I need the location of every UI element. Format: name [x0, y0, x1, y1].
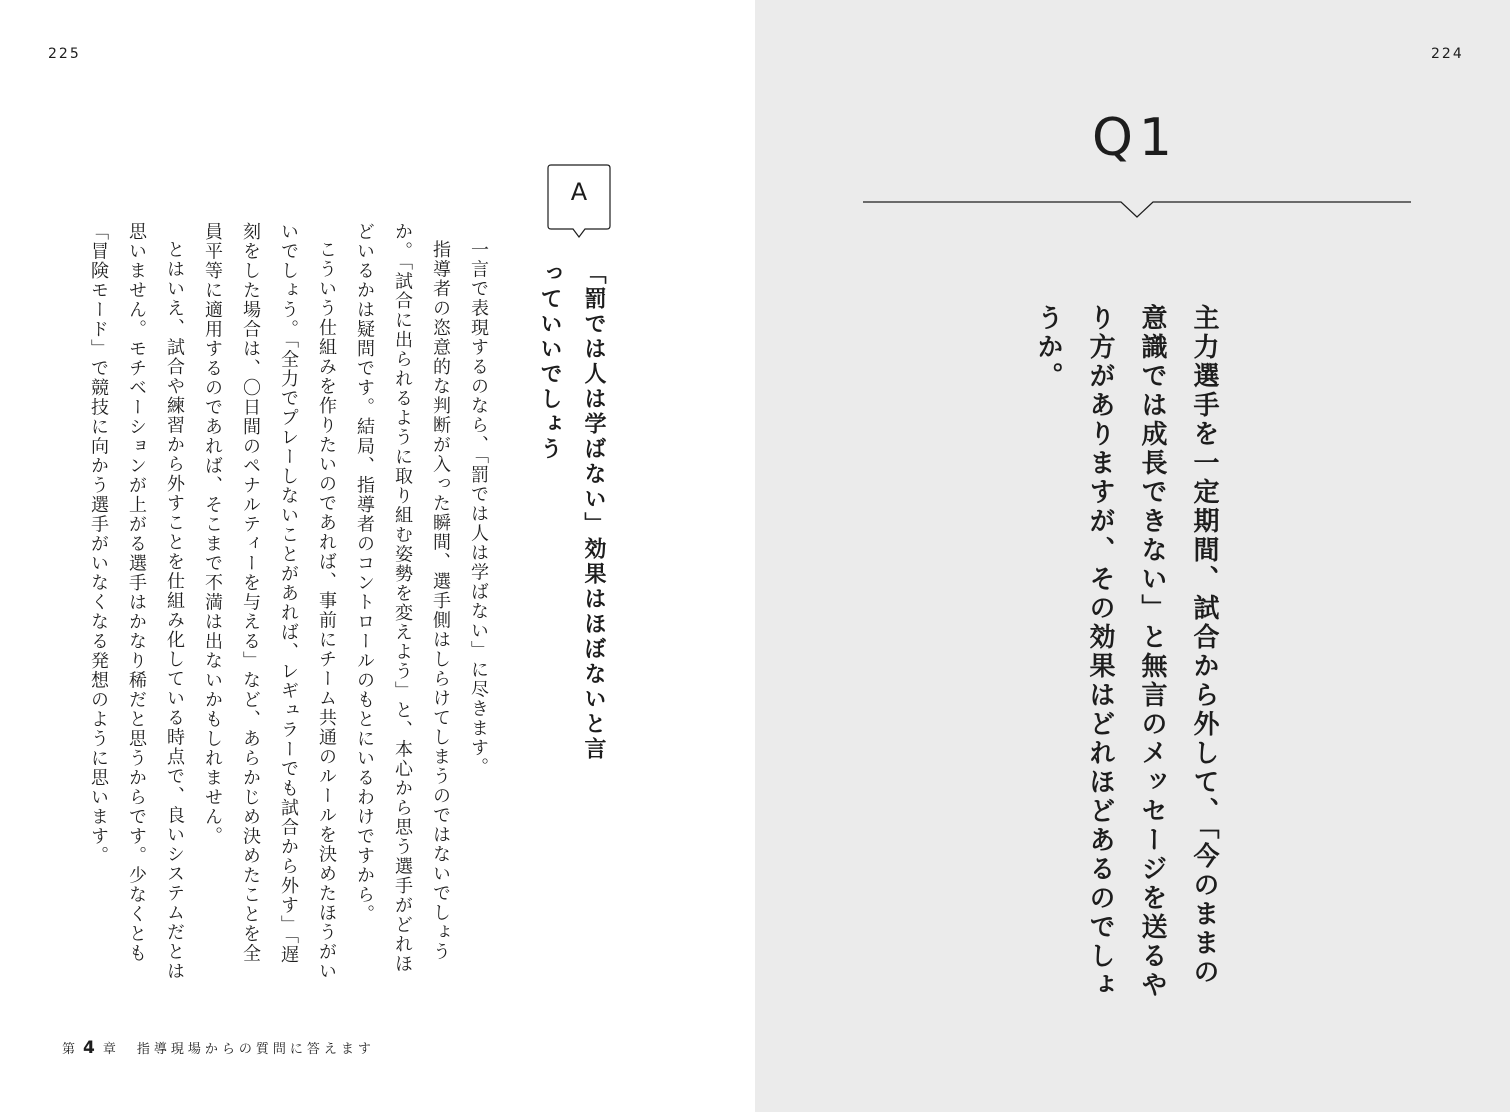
answer-paragraph-4: とはいえ、試合や練習から外すことを仕組み化している時点で、良いシステムだとは思いません。モチベーションが上がる選手はかなり稀だと思うからです。少なくとも「冒険モード」で競技に向かう選手がいなくなる発想のように思います。: [88, 222, 185, 981]
answer-label: A: [570, 178, 588, 206]
answer-heading: 「罰では人は学ばない」効果はほぼないと言っていいでしょう: [537, 262, 606, 762]
answer-paragraph-1: 一言で表現するのなら、「罰では人は学ばない」に尽きます。: [468, 240, 489, 777]
footer-chapter-prefix: 第: [62, 1042, 80, 1057]
page-number-right: 224: [1431, 46, 1464, 62]
question-text: 主力選手を一定期間、試合から外して、「今のままの意識では成長できない」と無言のメッセージを送るやり方がありますが、その効果はどれほどあるのでしょうか。: [1033, 304, 1219, 1000]
footer-chapter-suffix: 章: [102, 1042, 120, 1057]
right-page: [755, 0, 1510, 1112]
page-number-left: 225: [48, 46, 81, 62]
footer-chapter-title: 指導現場からの質問に答えます: [136, 1042, 375, 1057]
chapter-footer: [62, 1038, 375, 1058]
answer-paragraph-3: こういう仕組みを作りたいのであれば、事前にチーム共通のルールを決めたほうがいいでしょう。「全力でプレーしないことがあれば、レギュラーでも試合から外す」「遅刻をした場合は、〇日間のペナルティーを与える」など、あらかじめ決めたことを全員平等に適用するのであれば、そこまで不満は出ないかもしれません。: [202, 222, 337, 981]
question-divider-notch-icon: [863, 188, 1411, 218]
footer-chapter-number: 4: [83, 1038, 99, 1058]
question-label: Q1: [1091, 108, 1178, 168]
answer-paragraph-2: 指導者の恣意的な判断が入った瞬間、選手側はしらけてしまうのではないでしょうか。「試合に出られるように取り組む姿勢を変えよう」と、本心から思う選手がどれほどいるかは疑問です。結局、指導者のコントロールのもとにいるわけですから。: [354, 222, 451, 974]
answer-body: [79, 222, 497, 982]
